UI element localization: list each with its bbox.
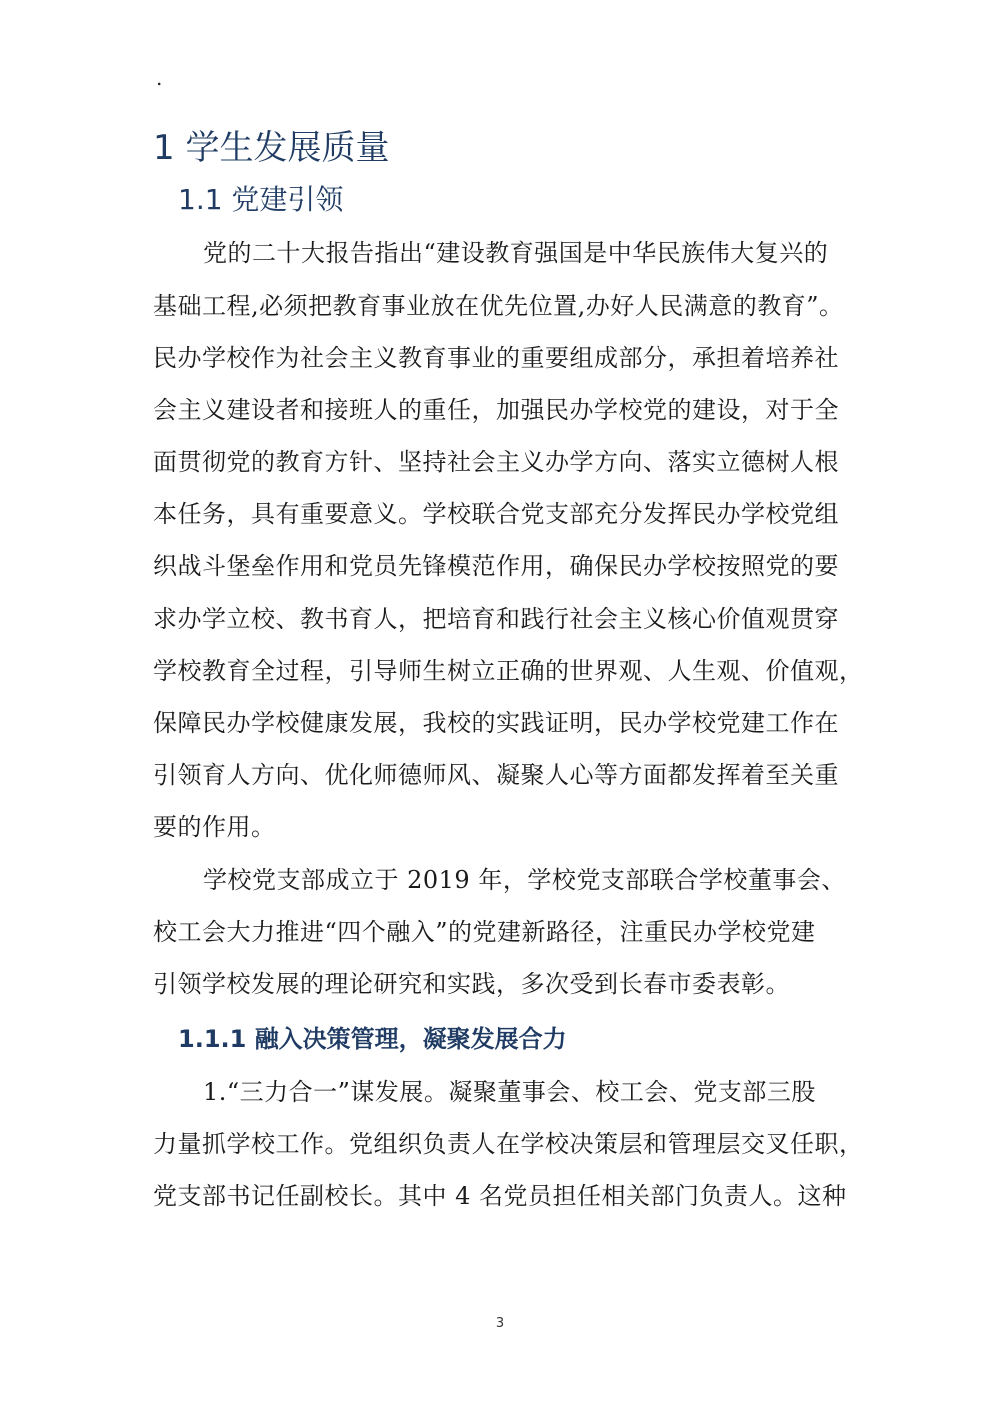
paragraph-line: 要的作用。 — [153, 813, 276, 841]
paragraph-line: 校工会大力推进“四个融入”的党建新路径，注重民办学校党建 — [153, 918, 816, 946]
paragraph-line: 力量抓学校工作。党组织负责人在学校决策层和管理层交叉任职， — [153, 1130, 864, 1158]
paragraph-line: 学校教育全过程，引导师生树立正确的世界观、人生观、价值观， — [153, 657, 864, 685]
paragraph-line: 党支部书记任副校长。其中 4 名党员担任相关部门负责人。这种 — [153, 1182, 847, 1210]
section-heading-1-1-1: 1.1.1 融入决策管理，凝聚发展合力 — [178, 1025, 567, 1053]
paragraph-line: 保障民办学校健康发展，我校的实践证明，民办学校党建工作在 — [153, 709, 839, 737]
paragraph-line: 党的二十大报告指出“建设教育强国是中华民族伟大复兴的 — [203, 239, 829, 267]
paragraph-line: 引领学校发展的理论研究和实践，多次受到长春市委表彰。 — [153, 970, 790, 998]
page-number: 3 — [495, 1316, 505, 1331]
paragraph-line: 引领育人方向、优化师德师风、凝聚人心等方面都发挥着至关重 — [153, 761, 839, 789]
section-heading-1: 1 学生发展质量 — [153, 128, 390, 168]
paragraph-line: 基础工程,必须把教育事业放在优先位置,办好人民满意的教育”。 — [153, 292, 844, 320]
paragraph-line: 织战斗堡垒作用和党员先锋模范作用，确保民办学校按照党的要 — [153, 552, 839, 580]
paragraph-line: 求办学立校、教书育人，把培育和践行社会主义核心价值观贯穿 — [153, 605, 839, 633]
paragraph-line: 本任务，具有重要意义。学校联合党支部充分发挥民办学校党组 — [153, 500, 839, 528]
paragraph-line: 学校党支部成立于 2019 年，学校党支部联合学校董事会、 — [203, 866, 846, 894]
paragraph-line: 面贯彻党的教育方针、坚持社会主义办学方向、落实立德树人根 — [153, 448, 839, 476]
paragraph-line: 1.“三力合一”谋发展。凝聚董事会、校工会、党支部三股 — [203, 1078, 816, 1106]
corner-dot-mark: . — [156, 66, 163, 90]
section-heading-1-1: 1.1 党建引领 — [178, 183, 344, 216]
paragraph-line: 民办学校作为社会主义教育事业的重要组成部分，承担着培养社 — [153, 344, 839, 372]
paragraph-line: 会主义建设者和接班人的重任，加强民办学校党的建设，对于全 — [153, 396, 839, 424]
